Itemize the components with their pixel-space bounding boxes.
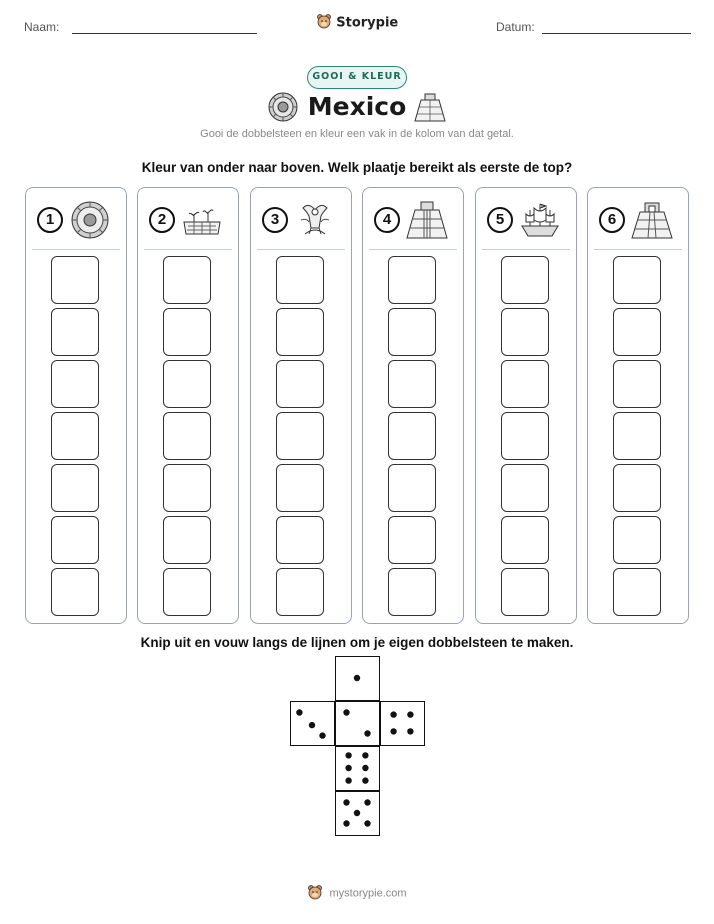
color-box[interactable] — [388, 568, 436, 616]
color-box[interactable] — [51, 256, 99, 304]
activity-badge: GOOI & KLEUR — [307, 66, 407, 89]
column-divider — [144, 249, 232, 250]
column-divider — [594, 249, 682, 250]
color-box[interactable] — [613, 360, 661, 408]
brand-logo — [0, 13, 714, 33]
bear-logo-icon — [307, 884, 323, 903]
color-box[interactable] — [51, 464, 99, 512]
chinampa-garden-icon — [180, 200, 224, 240]
column-6 — [587, 187, 689, 624]
die-face-1 — [335, 656, 380, 701]
color-box[interactable] — [276, 308, 324, 356]
pyramid-icon — [405, 200, 449, 240]
date-line[interactable] — [542, 33, 691, 34]
column-5 — [475, 187, 577, 624]
color-box[interactable] — [163, 568, 211, 616]
color-box[interactable] — [163, 516, 211, 564]
column-4 — [362, 187, 464, 624]
date-label: Datum: — [496, 20, 535, 34]
color-box[interactable] — [51, 412, 99, 460]
name-label: Naam: — [24, 20, 60, 34]
color-box[interactable] — [613, 412, 661, 460]
color-box[interactable] — [613, 308, 661, 356]
page-subtitle: Gooi de dobbelsteen en kleur een vak in de kolom van dat getal. — [200, 128, 514, 140]
die-pips — [291, 702, 336, 747]
color-box[interactable] — [613, 256, 661, 304]
column-number: 3 — [262, 207, 288, 233]
color-box[interactable] — [51, 568, 99, 616]
ship-icon — [518, 200, 562, 240]
column-number: 1 — [37, 207, 63, 233]
color-box[interactable] — [388, 256, 436, 304]
color-box[interactable] — [163, 256, 211, 304]
die-face-6 — [335, 746, 380, 791]
temple-pyramid-icon — [630, 200, 674, 240]
color-box[interactable] — [501, 360, 549, 408]
die-pips — [336, 702, 381, 747]
die-face-5 — [335, 791, 380, 836]
color-box[interactable] — [388, 412, 436, 460]
die-face-2 — [335, 701, 380, 746]
color-box[interactable] — [501, 516, 549, 564]
color-box[interactable] — [276, 464, 324, 512]
column-divider — [369, 249, 457, 250]
column-divider — [257, 249, 345, 250]
column-number: 6 — [599, 207, 625, 233]
column-1 — [25, 187, 127, 624]
color-box[interactable] — [276, 256, 324, 304]
color-box[interactable] — [51, 516, 99, 564]
column-2 — [137, 187, 239, 624]
column-number: 4 — [374, 207, 400, 233]
color-box[interactable] — [163, 412, 211, 460]
color-box[interactable] — [388, 516, 436, 564]
pyramid-icon — [413, 92, 447, 127]
column-3 — [250, 187, 352, 624]
die-instruction: Knip uit en vouw langs de lijnen om je eigen dobbelsteen te maken. — [140, 635, 574, 650]
color-box[interactable] — [51, 360, 99, 408]
color-box[interactable] — [276, 360, 324, 408]
column-number: 2 — [149, 207, 175, 233]
color-box[interactable] — [163, 464, 211, 512]
color-box[interactable] — [613, 516, 661, 564]
color-box[interactable] — [613, 568, 661, 616]
column-divider — [32, 249, 120, 250]
color-box[interactable] — [501, 464, 549, 512]
color-box[interactable] — [501, 568, 549, 616]
die-pips — [381, 702, 426, 747]
die-pips — [336, 747, 381, 792]
color-box[interactable] — [51, 308, 99, 356]
color-box[interactable] — [501, 256, 549, 304]
color-box[interactable] — [276, 568, 324, 616]
coloring-instruction: Kleur van onder naar boven. Welk plaatje bereikt als eerste de top? — [141, 160, 573, 175]
color-box[interactable] — [613, 464, 661, 512]
color-box[interactable] — [388, 360, 436, 408]
eagle-emblem-icon — [293, 200, 337, 240]
page-title: Mexico — [307, 92, 407, 121]
color-box[interactable] — [501, 412, 549, 460]
die-face-4 — [380, 701, 425, 746]
color-box[interactable] — [388, 464, 436, 512]
color-box[interactable] — [501, 308, 549, 356]
name-line[interactable] — [72, 33, 257, 34]
footer — [0, 884, 714, 903]
column-divider — [482, 249, 570, 250]
die-pips — [336, 792, 381, 837]
color-box[interactable] — [388, 308, 436, 356]
die-pips — [336, 657, 381, 702]
column-number: 5 — [487, 207, 513, 233]
color-box[interactable] — [276, 412, 324, 460]
aztec-calendar-icon — [68, 200, 112, 240]
color-box[interactable] — [163, 308, 211, 356]
brand-name: Storypie — [336, 15, 399, 31]
bear-logo-icon — [316, 13, 332, 33]
color-box[interactable] — [163, 360, 211, 408]
die-face-3 — [290, 701, 335, 746]
footer-url: mystorypie.com — [329, 887, 407, 900]
color-box[interactable] — [276, 516, 324, 564]
